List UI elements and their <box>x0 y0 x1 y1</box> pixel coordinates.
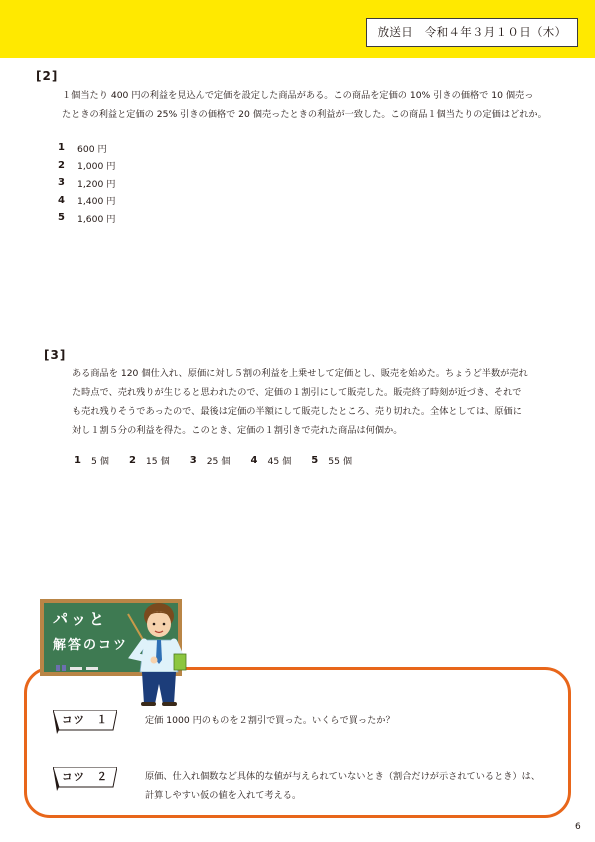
question-3-number: [3] <box>44 348 67 362</box>
option-label: 1,000 円 <box>77 161 116 173</box>
option-item[interactable] <box>58 209 115 227</box>
option-number: 2 <box>58 159 65 171</box>
option-number: 1 <box>74 454 81 466</box>
option-label: 1,600 円 <box>77 213 116 225</box>
tip-1-label <box>53 710 117 732</box>
option-item[interactable] <box>74 453 109 467</box>
tip-1-text: 定価 1000 円のものを２割引で買った。いくらで買ったか？ <box>145 715 395 726</box>
tip-2-text <box>145 767 540 805</box>
option-label: 600 円 <box>77 143 107 155</box>
tip-2-line: 計算しやすい仮の値を入れて考える。 <box>145 790 302 801</box>
question-3-line: た時点で、売れ残りが生じると思われたので、定価の１割引にして販売した。販売終了時刻が近づき、それで <box>72 387 522 398</box>
option-label: 1,400 円 <box>77 196 116 208</box>
question-2-options <box>58 139 115 227</box>
option-label: 25 個 <box>206 456 231 467</box>
option-item[interactable] <box>311 453 352 467</box>
option-label: 15 個 <box>145 456 170 467</box>
question-2-line: たときの利益と定価の 25% 引きの価格で 20 個売ったときの利益が一致した。この商品１個当たりの定価はどれか。 <box>62 109 547 120</box>
option-item[interactable] <box>58 157 115 175</box>
option-label: 45 個 <box>267 456 292 467</box>
option-label: 55 個 <box>328 456 353 467</box>
option-item[interactable] <box>58 192 115 210</box>
option-item[interactable] <box>58 139 115 157</box>
tips-box <box>24 667 571 818</box>
question-3-line: ある商品を 120 個仕入れ、原価に対し５割の利益を上乗せして定価とし、販売を始めた。ちょうど半数が売れ <box>72 368 528 379</box>
option-item[interactable] <box>129 453 170 467</box>
tip-label-text: コツ １ <box>62 714 108 726</box>
board-title: パッと <box>53 610 108 628</box>
tip-2-line: 原価、仕入れ個数など具体的な値が与えられていないとき（割合だけが示されているとき）は、 <box>145 771 541 782</box>
tip-2-label <box>53 767 117 789</box>
option-number: 2 <box>128 454 136 466</box>
option-item[interactable] <box>58 174 115 192</box>
option-number: 3 <box>58 177 65 189</box>
broadcast-date: 放送日 令和４年３月１０日（木） <box>366 18 578 47</box>
question-3-text <box>72 364 528 440</box>
question-3-line: も売れ残りそうであったので、最後は定価の半額にして販売したところ、売り切れた。全体としては、原価に <box>72 406 522 417</box>
option-number: 4 <box>250 454 258 466</box>
tip-label-text: コツ ２ <box>62 771 108 783</box>
page-number: 6 <box>575 822 581 832</box>
option-number: 5 <box>58 212 65 224</box>
question-3-options <box>74 453 372 467</box>
teacher-illustration-icon <box>126 600 196 706</box>
question-2-line: １個当たり 400 円の利益を見込んで定価を設定した商品がある。この商品を定価の 10% 引きの価格で 10 個売っ <box>62 90 534 101</box>
question-2-number: [2] <box>36 69 59 83</box>
board-subtitle: 解答のコツ <box>53 638 129 653</box>
chalk-icon <box>54 664 114 672</box>
option-number: 3 <box>189 454 197 466</box>
option-label: 5 個 <box>90 456 109 467</box>
question-2-text <box>62 86 547 124</box>
option-item[interactable] <box>251 453 292 467</box>
option-number: 1 <box>58 142 65 154</box>
option-number: 5 <box>311 454 319 466</box>
option-number: 4 <box>58 194 65 206</box>
option-item[interactable] <box>190 453 231 467</box>
option-label: 1,200 円 <box>77 178 116 190</box>
question-3-line: 対し１割５分の利益を得た。このとき、定価の１割引きで売れた商品は何個か。 <box>72 425 403 436</box>
